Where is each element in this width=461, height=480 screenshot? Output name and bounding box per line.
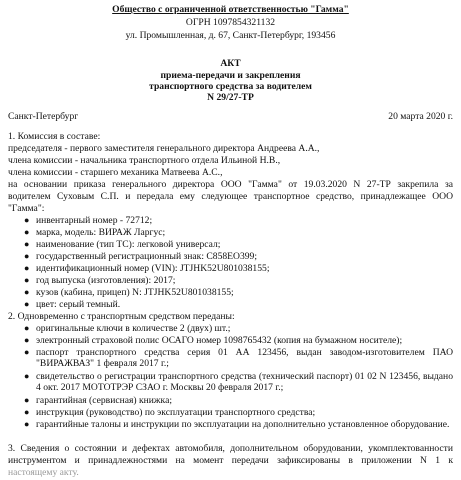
section2-heading: 2. Одновременно с транспортным средством переданы: [8, 311, 235, 322]
handover-item: ● оригинальные ключи в количестве 2 (двух) шт.; [24, 323, 231, 334]
section1-heading: 1. Комиссия в составе: [8, 131, 101, 142]
act-title: АКТ [220, 58, 241, 69]
act-number: N 29/27-ТР [207, 92, 254, 103]
vehicle-item: ● кузов (кабина, прицеп) N: JTJHK52U801038155; [24, 287, 234, 298]
handover-item: ● паспорт транспортного средства серия 01 АА 123456, выдан заводом-изготовителем ПАО "ВИРАЖВАЗ" 1 февраля 2017 г.; [24, 347, 453, 370]
vehicle-item: ● государственный регистрационный знак: С858ЕО399; [24, 251, 258, 262]
handover-item: ● гарантийные талоны и инструкции по эксплуатации на дополнительно установленное оборудование. [24, 419, 450, 430]
commission-member: члена комиссии - начальника транспортного отдела Ильиной Н.В., [8, 155, 281, 166]
act-subtitle-2: транспортного средства за водителем [149, 81, 312, 92]
handover-item: ● гарантийная (сервисная) книжка; [24, 395, 172, 406]
basis-line: водителем Суховым С.П. и передала ему следующее транспортное средство, принадлежащее ООО [8, 191, 453, 202]
commission-member: председателя - первого заместителя генерального директора Андреева А.А., [8, 143, 320, 154]
bullet-icon: ● [24, 299, 30, 309]
place-date-row [8, 111, 453, 122]
bullet-icon: ● [24, 215, 30, 225]
basis-line: "Гамма": [8, 203, 45, 214]
bullet-icon: ● [24, 323, 30, 333]
handover-item: ● свидетельство о регистрации транспортного средства (технический паспорт) 01 02 N 123456, выдано 4 окт. 2017 МОТОТРЭР СЗАО г. Москвы 20 февраля 2017 г.; [24, 371, 453, 394]
bullet-icon: ● [24, 347, 30, 357]
section3-line: инструментом и принадлежностями на момент передачи зафиксированы в приложении N 1 к [8, 455, 453, 466]
bullet-icon: ● [24, 395, 30, 405]
bullet-icon: ● [24, 407, 30, 417]
bullet-icon: ● [24, 335, 30, 345]
vehicle-item: ● цвет: серый темный. [24, 299, 121, 310]
bullet-icon: ● [24, 371, 30, 381]
company-name: Общество с ограниченной ответственностью "Гамма" [112, 4, 349, 15]
company-address: ул. Промышленная, д. 67, Санкт-Петербург, 193456 [125, 30, 336, 41]
vehicle-item: ● инвентарный номер - 72712; [24, 215, 153, 226]
handover-item: ● инструкция (руководство) по эксплуатации транспортного средства; [24, 407, 316, 418]
vehicle-item: ● марка, модель: ВИРАЖ Ларгус; [24, 227, 166, 238]
city: Санкт-Петербург [8, 111, 79, 122]
section3-line: настоящему акту. [8, 467, 79, 478]
vehicle-item: ● идентификационный номер (VIN): JTJHK52U801038155; [24, 263, 270, 274]
ogrn: ОГРН 1097854321132 [185, 17, 276, 28]
bullet-icon: ● [24, 227, 30, 237]
bullet-icon: ● [24, 419, 30, 429]
date: 20 марта 2020 г. [388, 111, 453, 122]
bullet-icon: ● [24, 287, 30, 297]
bullet-icon: ● [24, 239, 30, 249]
basis-line: на основании приказа генерального директора ООО "Гамма" от 19.03.2020 N 27-ТР закрепила за [8, 179, 453, 190]
commission-member: члена комиссии - старшего механика Матвеева А.С., [8, 167, 223, 178]
vehicle-item: ● наименование (тип ТС): легковой универсал; [24, 239, 221, 250]
bullet-icon: ● [24, 263, 30, 273]
bullet-icon: ● [24, 275, 30, 285]
vehicle-item: ● год выпуска (изготовления): 2017; [24, 275, 176, 286]
bullet-icon: ● [24, 251, 30, 261]
act-subtitle-1: приема-передачи и закрепления [160, 70, 301, 81]
section3-line: 3. Сведения о состоянии и дефектах автомобиля, дополнительном оборудовании, укомплектованности [8, 443, 453, 454]
handover-item: ● электронный страховой полис ОСАГО номер 1098765432 (копия на бумажном носителе); [24, 335, 403, 346]
